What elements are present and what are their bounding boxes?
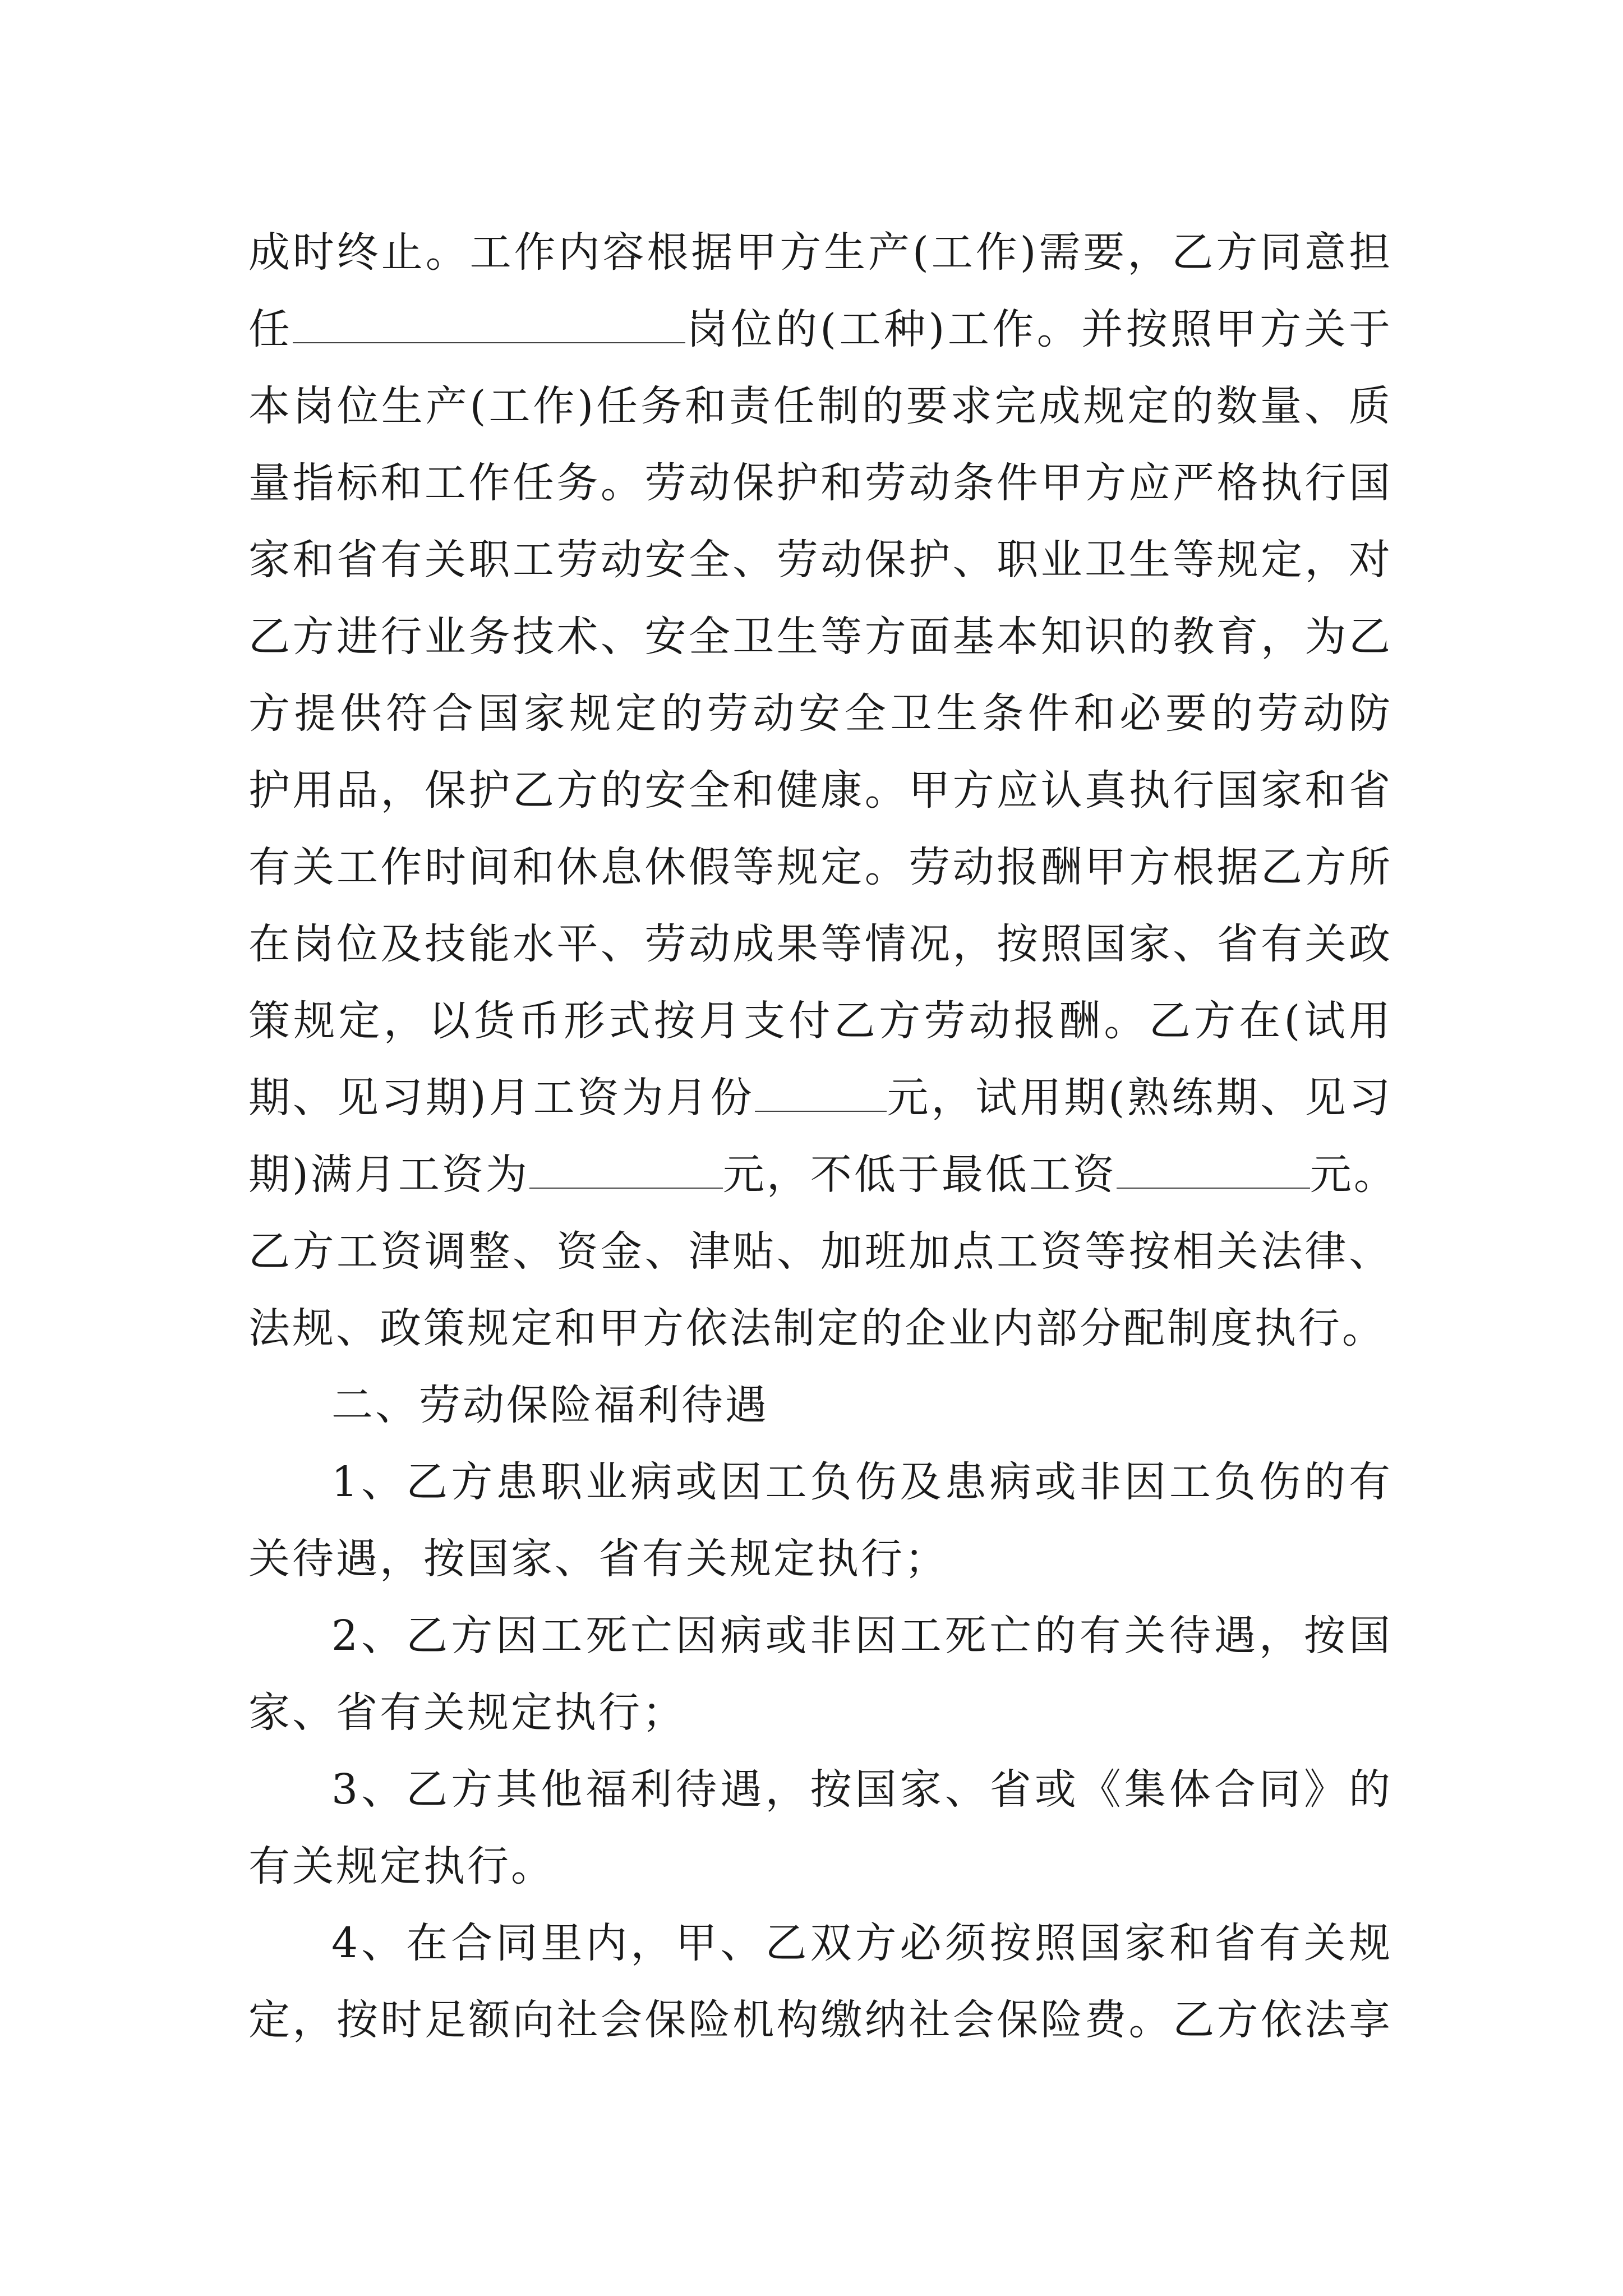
section-heading: 二、劳动保险福利待遇 — [331, 1381, 769, 1429]
full-wage-blank — [529, 1148, 723, 1189]
post-blank-line — [293, 303, 685, 343]
text-fragment: 元，不低于最低工资 — [722, 1151, 1117, 1199]
list-item-line: 3、乙方其他福利待遇，按国家、省或《集体合同》的 — [331, 1765, 1393, 1814]
text-fragment: 任 — [248, 305, 293, 353]
text-fragment: 期)满月工资为 — [248, 1151, 529, 1199]
text-line: 乙方进行业务技术、安全卫生等方面基本知识的教育，为乙 — [248, 613, 1393, 661]
text-line-with-wage-blank — [248, 1060, 1393, 1137]
text-fragment: 岗位的(工种)工作。并按照甲方关于 — [685, 305, 1393, 353]
list-item-line: 1、乙方患职业病或因工负伤及患病或非因工负伤的有 — [331, 1458, 1393, 1506]
text-line: 法规、政策规定和甲方依法制定的企业内部分配制度执行。 — [248, 1304, 1386, 1352]
list-item-line: 4、在合同里内，甲、乙双方必须按照国家和省有关规 — [331, 1919, 1393, 1967]
contract-body — [248, 214, 1398, 2059]
text-line: 家和省有关职工劳动安全、劳动保护、职业卫生等规定，对 — [248, 536, 1393, 584]
text-line: 策规定，以货币形式按月支付乙方劳动报酬。乙方在(试用 — [248, 997, 1393, 1045]
list-item-line: 定，按时足额向社会保险机构缴纳社会保险费。乙方依法享 — [248, 1996, 1393, 2044]
text-line-with-post-blank — [248, 291, 1393, 368]
text-fragment: 期、见习期)月工资为月份 — [248, 1074, 755, 1122]
text-fragment: 元。 — [1310, 1151, 1398, 1199]
text-line: 量指标和工作任务。劳动保护和劳动条件甲方应严格执行国 — [248, 459, 1393, 507]
list-item-line: 2、乙方因工死亡因病或非因工死亡的有关待遇，按国 — [331, 1612, 1393, 1660]
text-line: 护用品，保护乙方的安全和健康。甲方应认真执行国家和省 — [248, 766, 1393, 815]
text-line: 在岗位及技能水平、劳动成果等情况，按照国家、省有关政 — [248, 920, 1393, 968]
text-line: 乙方工资调整、资金、津贴、加班加点工资等按相关法律、 — [248, 1227, 1393, 1276]
text-line: 有关工作时间和休息休假等规定。劳动报酬甲方根据乙方所 — [248, 843, 1393, 891]
minimum-wage-blank — [1117, 1148, 1310, 1189]
text-fragment: 元，试用期(熟练期、见习 — [886, 1074, 1393, 1122]
text-line: 方提供符合国家规定的劳动安全卫生条件和必要的劳动防 — [248, 689, 1393, 738]
text-line: 成时终止。工作内容根据甲方生产(工作)需要，乙方同意担 — [248, 228, 1393, 277]
probation-wage-blank — [755, 1071, 887, 1112]
text-line: 本岗位生产(工作)任务和责任制的要求完成规定的数量、质 — [248, 382, 1393, 430]
list-item-line: 家、省有关规定执行； — [248, 1688, 686, 1737]
list-item-line: 关待遇，按国家、省有关规定执行； — [248, 1535, 948, 1583]
list-item-line: 有关规定执行。 — [248, 1842, 555, 1890]
text-line-with-wage-blanks — [248, 1137, 1398, 1213]
